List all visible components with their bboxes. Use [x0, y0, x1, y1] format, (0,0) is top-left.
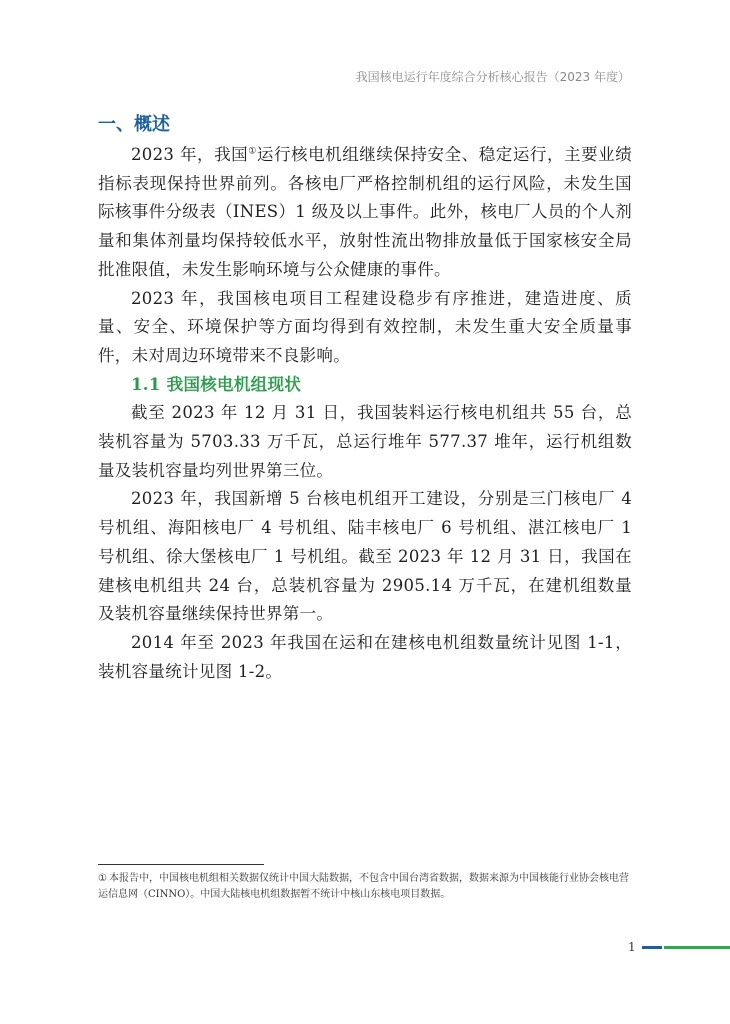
footnote-divider: [98, 864, 264, 865]
overview-paragraph-2: 2023 年，我国核电项目工程建设稳步有序推进，建造进度、质量、安全、环境保护等方面均得到有效控制，未发生重大安全质量事件，未对周边环境带来不良影响。: [98, 288, 632, 365]
running-header: 我国核电运行年度综合分析核心报告（2023 年度）: [355, 70, 630, 84]
footnote-mark: ①: [98, 873, 107, 884]
section-title: 一、概述: [98, 114, 170, 135]
overview-paragraph-1: [98, 141, 632, 285]
status-paragraph-3: 2014 年至 2023 年我国在运和在建核电机组数量统计见图 1-1，装机容量统计见图 1-2。: [98, 632, 632, 681]
footnote-reference[interactable]: ①: [248, 146, 257, 157]
subsection-title: 1.1 我国核电机组现状: [131, 374, 302, 394]
footer-accent-bar-blue: [642, 946, 662, 949]
status-paragraph-2: 2023 年，我国新增 5 台核电机组开工建设，分别是三门核电厂 4 号机组、海阳核电厂 4 号机组、陆丰核电厂 6 号机组、湛江核电厂 1 号机组、徐大堡核电厂 1 号机组。截至 2023 年 12 月 31 日，我国在建核电机组共 24 台，总装机容量为 2905.14 万千瓦，在建机组数量及装机容量继续保持世界第一。: [98, 489, 632, 624]
footer-accent-bar-green: [664, 946, 730, 949]
overview-paragraph-1-start: 2023 年，我国: [131, 145, 249, 164]
footnote-text: 本报告中，中国核电机组相关数据仅统计中国大陆数据，不包含中国台湾省数据，数据来源为中国核能行业协会核电营运信息网（CINNO）。中国大陆核电机组数据暂不统计中核山东核电项目数据。: [98, 873, 629, 900]
overview-paragraph-1-rest: 运行核电机组继续保持安全、稳定运行，主要业绩指标表现保持世界前列。各核电厂严格控制机组的运行风险，未发生国际核事件分级表（INES）1 级及以上事件。此外，核电厂人员的个人剂量和集体剂量均保持较低水平，放射性流出物排放量低于国家核安全局批准限值，未发生影响环境与公众健康的事件。: [98, 145, 632, 279]
footnote: [98, 871, 638, 903]
status-paragraph-1: 截至 2023 年 12 月 31 日，我国装料运行核电机组共 55 台，总装机容量为 5703.33 万千瓦，总运行堆年 577.37 堆年，运行机组数量及装机容量均列世界第三位。: [98, 403, 632, 480]
page-number: 1: [628, 940, 636, 954]
body-text: [98, 141, 632, 686]
